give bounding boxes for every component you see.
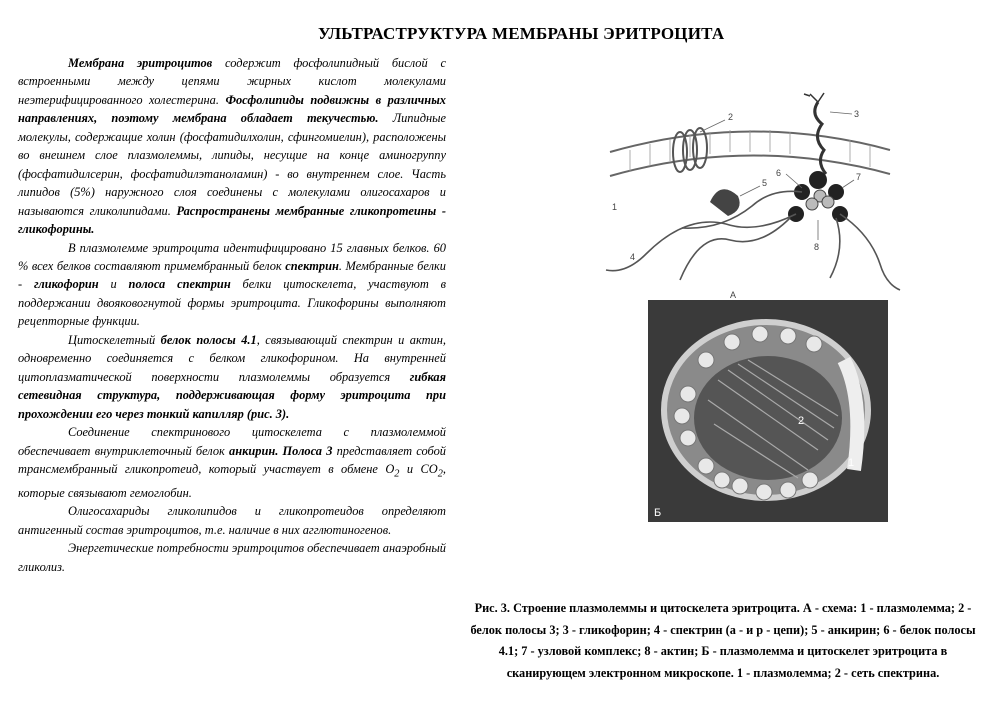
svg-text:1: 1 (612, 202, 618, 212)
text-segment: В плазмолемме эритроцита идентифицировано 15 главных белков. 60 % всех белков составляют примембранный белок (18, 240, 446, 273)
ankyrin-blob (710, 189, 740, 216)
page-title: УЛЬТРАСТРУКТУРА МЕМБРАНЫ ЭРИТРОЦИТА (318, 24, 725, 43)
text-segment: Фосфолипиды подвижны в различных направлениях, поэтому мембрана обладает текучестью. (18, 92, 446, 126)
text-segment: Мембрана эритроцитов (68, 56, 213, 70)
svg-text:5: 5 (762, 178, 768, 188)
text-segment: и (98, 277, 129, 292)
text-segment: 2 (437, 468, 443, 480)
text-segment: полоса спектрин (128, 277, 231, 292)
body-text-column (18, 54, 446, 576)
svg-text:3: 3 (854, 109, 860, 119)
text-segment: Цитоскелетный (68, 332, 161, 347)
spectrin-strands (606, 191, 900, 290)
paragraph (18, 539, 446, 576)
text-segment: спектрин (285, 258, 339, 273)
paragraph (18, 423, 446, 502)
text-segment: гликофорин (33, 277, 99, 292)
text-segment: белки цитоскелета, участвуют в поддержании двояковогнутой формы эритроцита. Гликофорины выполняют рецепторные функции. (18, 277, 447, 329)
text-segment: Энергетические потребности эритроцитов обеспечивает анаэробный гликолиз. (18, 541, 446, 574)
svg-text:Б: Б (654, 507, 662, 519)
svg-text:6: 6 (776, 168, 782, 178)
glycophorin-chain (815, 102, 826, 174)
text-segment: Соединение спектринового цитоскелета с плазмолеммой обеспечивает внутриклеточный белок (18, 425, 446, 458)
text-segment: представляет собой трансмембранный гликопротеид, который участвует в обмене О (18, 443, 446, 476)
text-segment: Распространены мембранные гликопротеины - гликофорины. (18, 203, 447, 237)
svg-text:4: 4 (630, 252, 636, 262)
svg-text:7: 7 (856, 172, 862, 182)
svg-text:А: А (730, 290, 737, 300)
paragraph (18, 239, 446, 331)
junctional-complex (788, 171, 848, 222)
text-segment: Липидные молекулы, содержащие холин (фосфатидилхолин, сфингомиелин), расположены во внешнем слое плазмолеммы, липиды, несущие на конце аминогруппу (фосфатидилсерин, фосфатидилэтаноламин) - во внутреннем слое. Часть липидов (5%) наружного слоя соединены с молекулами олигосахаров и называются гликолипидами. (18, 111, 446, 218)
svg-text:1: 1 (848, 457, 855, 469)
text-segment: 2 (394, 468, 400, 480)
bilayer-inner (610, 155, 890, 176)
svg-text:2: 2 (728, 112, 734, 122)
text-segment: , связывающий спектрин и актин, одновременно соединяется с белком гликофорином. На внутренней цитоплазматической поверхности плазмолеммы образуется (18, 332, 446, 384)
membrane-schema-figure (590, 92, 908, 304)
text-segment: содержит фосфолипидный бислой с встроенными между цепями жирных кислот молекулами неэтерифицированного холестерина. (18, 56, 446, 107)
svg-text:8: 8 (814, 242, 820, 252)
text-segment: . Мембранные белки - (18, 258, 446, 292)
paragraph (18, 502, 446, 539)
text-segment: , которые связывают гемоглобин. (18, 461, 446, 500)
text-segment: анкирин. Полоса 3 (229, 443, 333, 458)
text-segment: и СО (399, 461, 438, 476)
paragraph (18, 54, 446, 239)
text-segment: гибкая сетевидная структура, поддерживающая форму эритроцита при прохождении его через тонкий капилляр (рис. 3). (18, 369, 446, 421)
text-segment: белок полосы 4.1 (160, 332, 257, 347)
figure-caption: Рис. 3. Строение плазмолеммы и цитоскелета эритроцита. А - схема: 1 - плазмолемма; 2 - белок полосы 3; 3 - гликофорин; 4 - спектрин (а - и р - цепи); 5 - анкирин; 6 - белок полосы 4.1; 7 - узловой комплекс; 8 - актин; Б - плазмолемма и цитоскелет эритроцита в сканирующем электронном микроскопе. 1 - плазмолемма; 2 - сеть спектрина. (470, 601, 976, 680)
paragraph (18, 331, 446, 423)
text-segment: Олигосахариды гликолипидов и гликопротеидов определяют антигенный состав эритроцитов, т.е. наличие в них агглютиногенов. (18, 504, 446, 537)
sem-micrograph-figure (648, 300, 888, 522)
svg-text:2: 2 (798, 415, 805, 427)
